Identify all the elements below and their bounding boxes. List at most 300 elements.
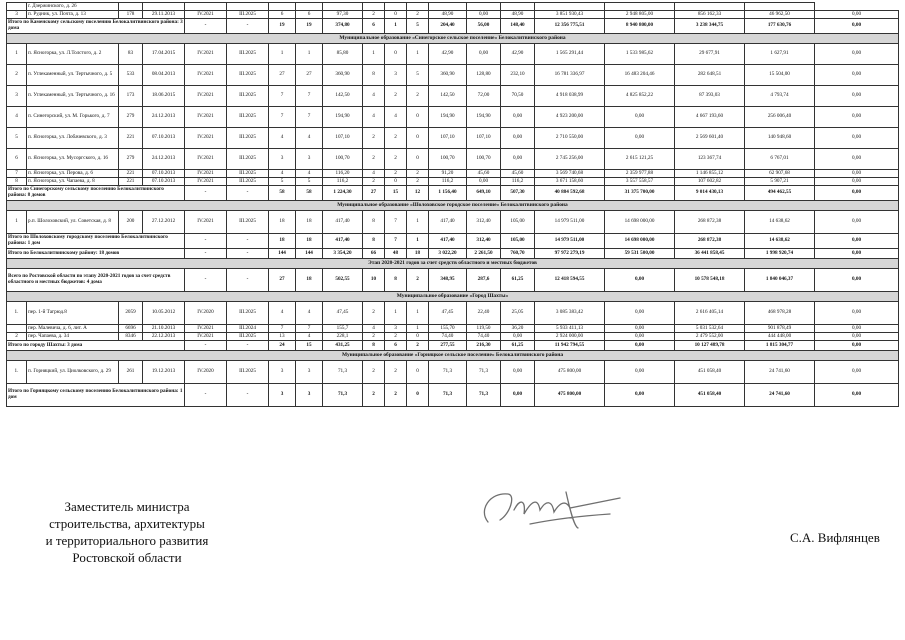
- address-cell: п. Ясногорка, ул. Мусоргского, д. 16: [27, 149, 119, 170]
- table-cell: 468 978,28: [745, 302, 815, 325]
- table-cell: 0,00: [501, 333, 535, 341]
- table-cell: 0: [385, 178, 407, 186]
- table-cell: [407, 3, 429, 11]
- table-cell: [385, 3, 407, 11]
- table-cell: 5: [407, 65, 429, 86]
- table-cell: 144: [269, 249, 296, 259]
- section-title: Этап 2020-2021 годов за счет средств областного и местных бюджетов: [7, 259, 899, 269]
- table-cell: 97 972 279,19: [535, 249, 605, 259]
- table-row: [7, 333, 899, 341]
- address-cell: п. Рудник, ул. Почта, д. 13: [27, 11, 119, 19]
- table-cell: 58: [296, 186, 323, 201]
- table-cell: [745, 3, 815, 11]
- table-cell: 71,3: [323, 384, 363, 407]
- table-cell: 7: [385, 211, 407, 234]
- table-cell: 14 638,62: [745, 234, 815, 249]
- table-cell: 71,3: [323, 361, 363, 384]
- table-cell: -: [227, 269, 269, 292]
- table-cell: 2: [407, 11, 429, 19]
- table-cell: 2: [363, 333, 385, 341]
- table-cell: 8: [363, 234, 385, 249]
- table-cell: 70,50: [501, 86, 535, 107]
- table-cell: 7: [296, 86, 323, 107]
- table-cell: 10 127 489,78: [675, 341, 745, 351]
- table-cell: 119,50: [467, 325, 501, 333]
- table-cell: 507,30: [501, 186, 535, 201]
- table-cell: 85,80: [323, 44, 363, 65]
- table-cell: 0,00: [815, 170, 899, 178]
- table-cell: 5: [296, 178, 323, 186]
- table-cell: 24.12.2013: [143, 107, 185, 128]
- table-cell: IV.2021: [185, 149, 227, 170]
- table-cell: 61,25: [501, 269, 535, 292]
- table-cell: -: [185, 384, 227, 407]
- table-cell: 3 022,20: [429, 249, 467, 259]
- total-label: Итого по городу Шахты: 3 дома: [7, 341, 185, 351]
- total-label: Итого по Каменскому сельскому поселению Белокалитвинского района: 3 дома: [7, 19, 185, 34]
- address-cell: пер. 1-й Тагрюд.8: [27, 302, 119, 325]
- table-cell: 287,6: [467, 269, 501, 292]
- address-cell: пер. Чапаева, д. 34: [27, 333, 119, 341]
- handwritten-signature: [470, 470, 630, 540]
- table-cell: 105,00: [501, 211, 535, 234]
- table-cell: 107 602,82: [675, 178, 745, 186]
- table-cell: 2: [385, 170, 407, 178]
- table-row: [7, 149, 899, 170]
- table-cell: 1 565 291,44: [535, 44, 605, 65]
- table-cell: 4: [269, 128, 296, 149]
- table-cell: 74,40: [467, 333, 501, 341]
- table-cell: 14 698 000,00: [605, 234, 675, 249]
- section-header-row: [7, 201, 899, 211]
- table-cell: 0,00: [815, 249, 899, 259]
- table-cell: 16 781 336,97: [535, 65, 605, 86]
- table-cell: 7: [296, 107, 323, 128]
- table-cell: 277,55: [429, 341, 467, 351]
- table-cell: 97,30: [323, 11, 363, 19]
- table-cell: 100,70: [467, 149, 501, 170]
- table-cell: 1.: [7, 361, 27, 384]
- table-cell: 0,00: [501, 361, 535, 384]
- table-cell: 4: [296, 302, 323, 325]
- total-row: [7, 186, 899, 201]
- table-cell: 6: [7, 149, 27, 170]
- table-cell: 3: [296, 149, 323, 170]
- table-cell: 71,3: [429, 361, 467, 384]
- table-cell: -: [185, 234, 227, 249]
- table-cell: 07.10.2013: [143, 170, 185, 178]
- table-cell: 0,00: [815, 86, 899, 107]
- table-cell: 3 557 558,57: [605, 178, 675, 186]
- table-cell: 0,00: [501, 107, 535, 128]
- table-cell: 282 648,51: [675, 65, 745, 86]
- table-cell: 155,70: [429, 325, 467, 333]
- table-cell: 194,90: [429, 107, 467, 128]
- table-cell: III.2025: [227, 128, 269, 149]
- table-cell: 18.06.2015: [143, 86, 185, 107]
- table-cell: 268 872,38: [675, 234, 745, 249]
- table-cell: 431,25: [323, 341, 363, 351]
- table-cell: 1 998 920,74: [745, 249, 815, 259]
- table-cell: 4: [296, 128, 323, 149]
- table-cell: 228,1: [323, 333, 363, 341]
- table-cell: 417,40: [323, 211, 363, 234]
- table-cell: 107,10: [467, 128, 501, 149]
- table-cell: 31 375 700,00: [605, 186, 675, 201]
- table-cell: 2 710 550,00: [535, 128, 605, 149]
- table-cell: 2: [385, 333, 407, 341]
- table-cell: 1 627,91: [745, 44, 815, 65]
- table-cell: III.2025: [227, 170, 269, 178]
- table-cell: IV.2020: [185, 361, 227, 384]
- table-cell: 0,00: [467, 44, 501, 65]
- address-cell: г. Дзержинского, д. 26: [27, 3, 119, 11]
- table-cell: -: [227, 249, 269, 259]
- table-cell: 2: [407, 178, 429, 186]
- table-cell: 116,2: [323, 178, 363, 186]
- table-cell: 2: [385, 128, 407, 149]
- table-cell: 1: [407, 325, 429, 333]
- table-cell: [185, 3, 227, 11]
- table-cell: 2059: [119, 302, 143, 325]
- table-cell: [535, 3, 605, 11]
- table-cell: 42,90: [501, 44, 535, 65]
- total-label: Итого по Синегорскому сельскому поселению Белокалитвинского района: 8 домов: [7, 186, 185, 201]
- table-cell: 29.11.2013: [143, 11, 185, 19]
- table-cell: 2: [7, 333, 27, 341]
- table-cell: 3: [385, 325, 407, 333]
- table-cell: 1: [7, 44, 27, 65]
- total-label: Итого по Шолоховскому городскому поселению Белокалитвинского района: 1 дом: [7, 234, 185, 249]
- table-cell: -: [227, 186, 269, 201]
- table-cell: 12 356 775,51: [535, 19, 605, 34]
- table-cell: 5 031 532,64: [675, 325, 745, 333]
- table-cell: 62 907,68: [745, 170, 815, 178]
- table-cell: 0,00: [815, 325, 899, 333]
- table-cell: 5: [269, 178, 296, 186]
- table-cell: 1 840 046,37: [745, 269, 815, 292]
- table-cell: 0,00: [815, 149, 899, 170]
- table-cell: 66: [363, 249, 385, 259]
- table-body: [7, 3, 899, 407]
- table-cell: 4: [363, 325, 385, 333]
- table-cell: 3: [269, 149, 296, 170]
- table-cell: 0,00: [815, 384, 899, 407]
- table-cell: 27: [269, 65, 296, 86]
- table-cell: 3 238 344,75: [675, 19, 745, 34]
- table-cell: 48,90: [501, 11, 535, 19]
- table-cell: 6: [385, 341, 407, 351]
- table-cell: 24 741,60: [745, 384, 815, 407]
- table-cell: 348,95: [429, 269, 467, 292]
- table-cell: 18: [296, 234, 323, 249]
- table-cell: 45,60: [501, 170, 535, 178]
- table-cell: 279: [119, 149, 143, 170]
- table-cell: -: [185, 341, 227, 351]
- table-cell: 155,7: [323, 325, 363, 333]
- table-cell: 4 793,74: [745, 86, 815, 107]
- table-cell: 2: [363, 361, 385, 384]
- table-cell: 3: [385, 65, 407, 86]
- table-cell: 1: [407, 44, 429, 65]
- table-cell: 8: [385, 269, 407, 292]
- table-cell: 4: [385, 107, 407, 128]
- table-cell: 8: [363, 65, 385, 86]
- address-cell: р.п. Шолоховский, ул. Советская, д. 8: [27, 211, 119, 234]
- table-cell: 194,90: [323, 107, 363, 128]
- table-cell: 14 638,62: [745, 211, 815, 234]
- table-cell: 0,00: [605, 302, 675, 325]
- signer-position-line: и территориального развития: [45, 533, 209, 548]
- table-cell: -: [227, 384, 269, 407]
- table-cell: 2 359 977,88: [605, 170, 675, 178]
- table-cell: 100,70: [429, 149, 467, 170]
- address-cell: п. Ясногорка, ул. Л.Толстого, д. 2: [27, 44, 119, 65]
- signature-block: [0, 470, 905, 640]
- table-cell: 2: [385, 361, 407, 384]
- table-cell: 2: [363, 149, 385, 170]
- table-cell: 3 851 930,43: [535, 11, 605, 19]
- table-cell: 128,80: [467, 65, 501, 86]
- table-cell: 6: [269, 11, 296, 19]
- table-cell: 6 767,01: [745, 149, 815, 170]
- table-cell: 4 667 193,60: [675, 107, 745, 128]
- total-label: Итого по Горняцкому сельскому поселению Белокалитвинского района: 1 дом: [7, 384, 185, 407]
- section-header-row: [7, 351, 899, 361]
- table-cell: 533: [119, 65, 143, 86]
- table-cell: 4: [363, 170, 385, 178]
- table-cell: 47,45: [429, 302, 467, 325]
- table-cell: 2: [363, 384, 385, 407]
- table-cell: 649,10: [467, 186, 501, 201]
- table-cell: 36 441 858,45: [675, 249, 745, 259]
- section-title: Муниципальное образование «Горняцкое сельское поселение» Белокалитвинского района: [7, 351, 899, 361]
- table-cell: IV.2021: [185, 86, 227, 107]
- table-cell: 18: [407, 249, 429, 259]
- table-cell: 417,40: [429, 211, 467, 234]
- section-title: Муниципальное образование «Шолоховское городское поселение» Белокалитвинского района: [7, 201, 899, 211]
- table-cell: 7: [296, 325, 323, 333]
- total-label: Всего по Ростовской области по этапу 2020-2021 годов за счет средств областного и местных бюджетов: 4 дома: [7, 269, 185, 292]
- table-row: [7, 44, 899, 65]
- table-cell: 15: [296, 341, 323, 351]
- table-cell: 116,2: [501, 178, 535, 186]
- table-cell: 2: [363, 178, 385, 186]
- table-cell: 0,00: [815, 19, 899, 34]
- table-cell: 2: [385, 149, 407, 170]
- table-cell: 4: [296, 333, 323, 341]
- table-cell: 27: [363, 186, 385, 201]
- table-cell: 27.12.2012: [143, 211, 185, 234]
- housing-resettlement-table-sheet: [6, 2, 898, 407]
- table-cell: III.2025: [227, 361, 269, 384]
- table-cell: 22,40: [467, 302, 501, 325]
- table-cell: 2 569 601,40: [675, 128, 745, 149]
- table-cell: 0,00: [501, 149, 535, 170]
- table-cell: 0,00: [815, 302, 899, 325]
- total-row: [7, 249, 899, 259]
- table-cell: IV.2021: [185, 211, 227, 234]
- table-cell: 8: [363, 211, 385, 234]
- table-cell: III.2025: [227, 11, 269, 19]
- table-row: [7, 325, 899, 333]
- table-cell: 91,20: [429, 170, 467, 178]
- table-cell: 5: [7, 128, 27, 149]
- table-cell: 216,30: [467, 341, 501, 351]
- table-cell: 856 162,33: [675, 11, 745, 19]
- table-cell: 71,3: [467, 361, 501, 384]
- section-header-row: [7, 259, 899, 269]
- table-cell: [605, 3, 675, 11]
- table-cell: 194,90: [467, 107, 501, 128]
- table-cell: 15: [385, 186, 407, 201]
- table-cell: -: [185, 249, 227, 259]
- table-cell: 3: [269, 384, 296, 407]
- table-cell: 148,40: [501, 19, 535, 34]
- table-cell: 0,00: [815, 186, 899, 201]
- table-cell: 6696: [119, 325, 143, 333]
- signer-position-line: строительства, архитектуры: [49, 516, 205, 531]
- table-cell: 312,40: [467, 211, 501, 234]
- signer-position-line: Заместитель министра: [64, 499, 190, 514]
- table-cell: -: [227, 19, 269, 34]
- table-cell: 0,00: [501, 128, 535, 149]
- table-cell: 123 367,74: [675, 149, 745, 170]
- table-cell: 0: [407, 384, 429, 407]
- table-cell: 1: [407, 211, 429, 234]
- section-title: Муниципальное образование «Город Шахты»: [7, 292, 899, 302]
- section-header-row: [7, 292, 899, 302]
- table-cell: 16 483 204,46: [605, 65, 675, 86]
- table-row: [7, 11, 899, 19]
- table-cell: 1: [385, 302, 407, 325]
- table-cell: 4: [363, 86, 385, 107]
- table-cell: 0,00: [605, 107, 675, 128]
- table-cell: 1 146 855,12: [675, 170, 745, 178]
- table-cell: III.2025: [227, 107, 269, 128]
- table-cell: -: [185, 19, 227, 34]
- table-cell: 14 979 511,00: [535, 211, 605, 234]
- table-cell: 8 940 800,00: [605, 19, 675, 34]
- table-cell: 2: [407, 170, 429, 178]
- table-cell: 1 224,30: [323, 186, 363, 201]
- table-cell: 475 800,00: [535, 384, 605, 407]
- table-cell: 12: [407, 186, 429, 201]
- table-cell: IV.2021: [185, 325, 227, 333]
- table-cell: 1: [407, 234, 429, 249]
- table-cell: 144: [296, 249, 323, 259]
- table-cell: 0: [407, 361, 429, 384]
- table-cell: 0,00: [815, 107, 899, 128]
- table-cell: 11 942 794,55: [535, 341, 605, 351]
- table-cell: 0: [385, 11, 407, 19]
- total-label: Итого по Белокалитвинскому району: 18 домов: [7, 249, 185, 259]
- table-cell: [429, 3, 467, 11]
- section-title: Муниципальное образование «Синегорское сельское поселение» Белокалитвинского района: [7, 34, 899, 44]
- table-cell: 4: [296, 170, 323, 178]
- table-cell: 312,40: [467, 234, 501, 249]
- table-cell: 0,00: [815, 178, 899, 186]
- table-cell: 7: [269, 107, 296, 128]
- table-cell: III.2025: [227, 178, 269, 186]
- table-cell: [467, 3, 501, 11]
- table-cell: 36,20: [501, 325, 535, 333]
- table-row: [7, 86, 899, 107]
- table-row: [7, 302, 899, 325]
- table-cell: 204,40: [429, 19, 467, 34]
- table-cell: 105,00: [501, 234, 535, 249]
- table-cell: 1: [385, 19, 407, 34]
- table-cell: III.2025: [227, 333, 269, 341]
- table-cell: 1 156,40: [429, 186, 467, 201]
- table-cell: 8346: [119, 333, 143, 341]
- table-cell: 15 504,00: [745, 65, 815, 86]
- table-cell: 221: [119, 170, 143, 178]
- table-cell: 0,00: [815, 211, 899, 234]
- table-cell: 71,3: [467, 384, 501, 407]
- table-cell: 3 671 158,60: [535, 178, 605, 186]
- table-cell: III.2025: [227, 211, 269, 234]
- table-cell: 45,60: [467, 170, 501, 178]
- table-cell: 0,00: [815, 269, 899, 292]
- table-cell: 24: [269, 341, 296, 351]
- table-cell: 0,00: [605, 269, 675, 292]
- table-cell: 61,25: [501, 341, 535, 351]
- table-cell: 0: [407, 333, 429, 341]
- table-cell: 1: [407, 302, 429, 325]
- table-cell: [323, 3, 363, 11]
- table-cell: [269, 3, 296, 11]
- table-cell: 19: [296, 19, 323, 34]
- table-cell: IV.2021: [185, 107, 227, 128]
- table-cell: 74,40: [429, 333, 467, 341]
- section-header-row: [7, 34, 899, 44]
- table-cell: 07.10.2013: [143, 128, 185, 149]
- table-cell: 58: [269, 186, 296, 201]
- table-cell: 3: [269, 361, 296, 384]
- table-cell: 475 800,00: [535, 361, 605, 384]
- table-cell: -: [185, 269, 227, 292]
- total-row: [7, 384, 899, 407]
- table-cell: 3: [7, 86, 27, 107]
- table-cell: 107,10: [323, 128, 363, 149]
- table-cell: 360,90: [323, 65, 363, 86]
- table-cell: 2 948 805,00: [605, 11, 675, 19]
- table-cell: 9 014 430,13: [675, 186, 745, 201]
- table-cell: 1: [269, 44, 296, 65]
- table-cell: 48: [385, 249, 407, 259]
- table-cell: 451 058,40: [675, 361, 745, 384]
- table-cell: 116,20: [323, 170, 363, 178]
- table-cell: 0,00: [501, 384, 535, 407]
- table-cell: 19: [269, 19, 296, 34]
- total-row: [7, 269, 899, 292]
- table-cell: 46 962,50: [745, 11, 815, 19]
- total-row: [7, 19, 899, 34]
- table-cell: 18: [296, 211, 323, 234]
- table-cell: 4 923 200,00: [535, 107, 605, 128]
- table-cell: 7: [269, 86, 296, 107]
- table-cell: 2 479 552,00: [675, 333, 745, 341]
- table-cell: 27: [269, 269, 296, 292]
- table-cell: IV.2021: [185, 178, 227, 186]
- table-cell: 200: [119, 211, 143, 234]
- table-row: [7, 128, 899, 149]
- table-cell: IV.2021: [185, 333, 227, 341]
- table-cell: 142,50: [323, 86, 363, 107]
- table-cell: 8: [7, 178, 27, 186]
- table-cell: 0,00: [815, 361, 899, 384]
